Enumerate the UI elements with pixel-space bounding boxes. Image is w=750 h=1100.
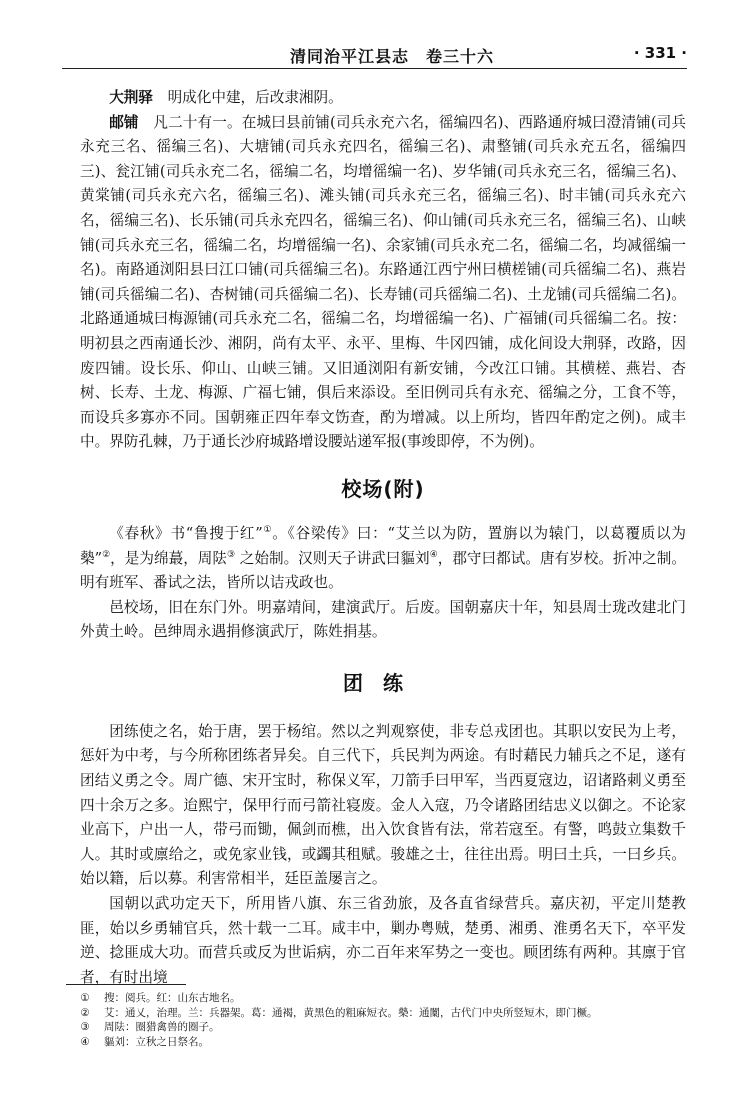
footnote-text: 貙刘：立秋之日祭名。: [104, 1035, 209, 1048]
footnote-4: [66, 1035, 686, 1050]
paragraph-tuanlian-2: 国朝以武功定天下，所用皆八旗、东三省劲旅，及各直省绿营兵。嘉庆初，平定川楚教匪，始以乡勇辅官兵，然十载一二耳。咸丰中，剿办粤贼，楚勇、湘勇、淮勇名天下，卒平发逆、捻匪成大功。而营兵或反为世诟病，亦二百年来军势之一变也。顾团练有两种。其廪于官者，有时出境: [80, 895, 686, 986]
footnote-2: [66, 1006, 686, 1021]
section-title-jiaochang: 校场(附): [341, 476, 425, 501]
note-mark-4: ④: [429, 549, 438, 560]
footnote-text: 周阹：圈猎禽兽的圈子。: [104, 1021, 220, 1033]
page-header: [62, 38, 687, 69]
footnote-1: [66, 991, 686, 1006]
note-mark-3: ③: [227, 549, 236, 560]
text-dajing: 明成化中建，后改隶湘阴。: [152, 89, 343, 106]
text-segment: 《春秋》书“鲁搜于红”: [109, 524, 263, 542]
page-number: · 331 ·: [633, 44, 687, 62]
footnote-text: 搜：阅兵。红：山东古地名。: [104, 992, 241, 1004]
running-title: 清同治平江县志 卷三十六: [290, 47, 495, 66]
footnote-number: ①: [80, 992, 90, 1004]
section-title-tuanlian: 团练: [343, 670, 423, 695]
term-dajing: 大荆驿: [109, 89, 153, 106]
text-segment: ，是为绵蕞，周阹: [110, 549, 228, 567]
footnote-divider: [66, 984, 186, 985]
footnote-number: ③: [80, 1021, 90, 1033]
footnote-number: ④: [80, 1035, 90, 1048]
text-segment: ，郡守曰都试。唐有岁校。折冲之制。明有班军、番试之法，皆所以诘戎政也。: [80, 549, 686, 592]
footnote-text: 艾：通乂，治理。兰：兵器架。葛：通褐，黄黑色的粗麻短衣。槷：通闑，古代门中央所竖短木，即门橛。: [104, 1006, 598, 1019]
text-segment: 之始制。汉则天子讲武曰貙刘: [235, 549, 430, 567]
text-youpu: 凡二十有一。在城曰县前铺(司兵永充六名，徭编四名)、西路通府城曰澄清铺(司兵永充三名、徭编三名)、大塘铺(司兵永充四名，徭编三名)、肃整铺(司兵永充五名，徭编四三)、瓮江铺(司兵永充二名，徭编二名，均增徭编一名)、岁华铺(司兵永充三名，徭编三名)、黄棠铺(司兵永充六名，徭编三名)、滩头铺(司兵永充三名，徭编三名)、时丰铺(司兵永充六名，徭编三名)、长乐铺(司兵永充四名，徭编三名)、仰山铺(司兵永充三名，徭编三名)、山峡铺(司兵永充三名，徭编二名，均增徭编一名)、余家铺(司兵永充二名，徭编二名，均减徭编一名)。南路通浏阳县曰江口铺(司兵徭编三名)。东路通江西宁州曰横槎铺(司兵徭编二名)、燕岩铺(司兵徭编二名)、杏树铺(司兵徭编二名)、长寿铺(司兵徭编二名)、土龙铺(司兵徭编二名)。北路通通城曰梅源铺(司兵永充二名，徭编二名，均增徭编一名)、广福铺(司兵徭编二名。按：明初县之西南通长沙、湘阴，尚有太平、永平、里梅、牛冈四铺，成化间设大荆驿，改路，因废四铺。设长乐、仰山、山峡三铺。又旧通浏阳有新安铺，今改江口铺。其横槎、燕岩、杏树、长寿、土龙、梅源、广福七铺，俱后来添设。至旧例司兵有永充、徭编之分，工食不等，而设兵多寡亦不同。国朝雍正四年奉文饬查，酌为增减。以上所均，皆四年酌定之例)。咸丰中。界防孔棘，乃于通长沙府城路增设腰站递军报(事竣即停，不为例)。: [80, 113, 686, 451]
paragraph-youpu: [80, 111, 686, 455]
paragraph-tuanlian-1: 团练使之名，始于唐，罢于杨绾。然以之判观察使，非专总戎团也。其职以安民为上考，惩奸为中考，与今所称团练者异矣。自三代下，兵民判为两途。有时藉民力辅兵之不足，遂有团结义勇之令。周广德、宋开宝时，称保义军，刀箭手曰甲军，当西夏寇边，诏诸路刺义勇至四十余万之多。迨熙宁，保甲行而弓箭社寝废。金人入寇，乃令诸路团结忠义以御之。不论家业高下，户出一人，带弓而锄，佩剑而樵，出入饮食皆有法，常若寇至。有警，鸣鼓立集数千人。其时或廪给之，或免家业钱，或蠲其租赋。骏雄之士，往往出焉。明曰土兵，一曰乡兵。始以籍，后以募。利害常相半，廷臣盖屡言之。: [80, 722, 686, 888]
paragraph-jiaochang-1: [80, 522, 686, 596]
footnote-3: [66, 1020, 686, 1035]
footnote-number: ②: [80, 1006, 90, 1019]
footnotes: [66, 984, 686, 1049]
paragraph-dajing: [80, 86, 686, 111]
note-mark-2: ②: [102, 549, 111, 560]
text-segment: 。《谷梁传》曰：“艾兰以为防，置旃以为辕门，以葛覆质以为槷”: [80, 524, 686, 567]
main-text: [80, 86, 686, 990]
term-youpu: 邮铺: [109, 113, 139, 131]
note-mark-1: ①: [262, 525, 273, 536]
paragraph-jiaochang-2: 邑校场，旧在东门外。明嘉靖间，建演武厅。后废。国朝嘉庆十年，知县周士珑改建北门外黄土岭。邑绅周永遇捐修演武厅，陈姓捐基。: [80, 598, 686, 641]
